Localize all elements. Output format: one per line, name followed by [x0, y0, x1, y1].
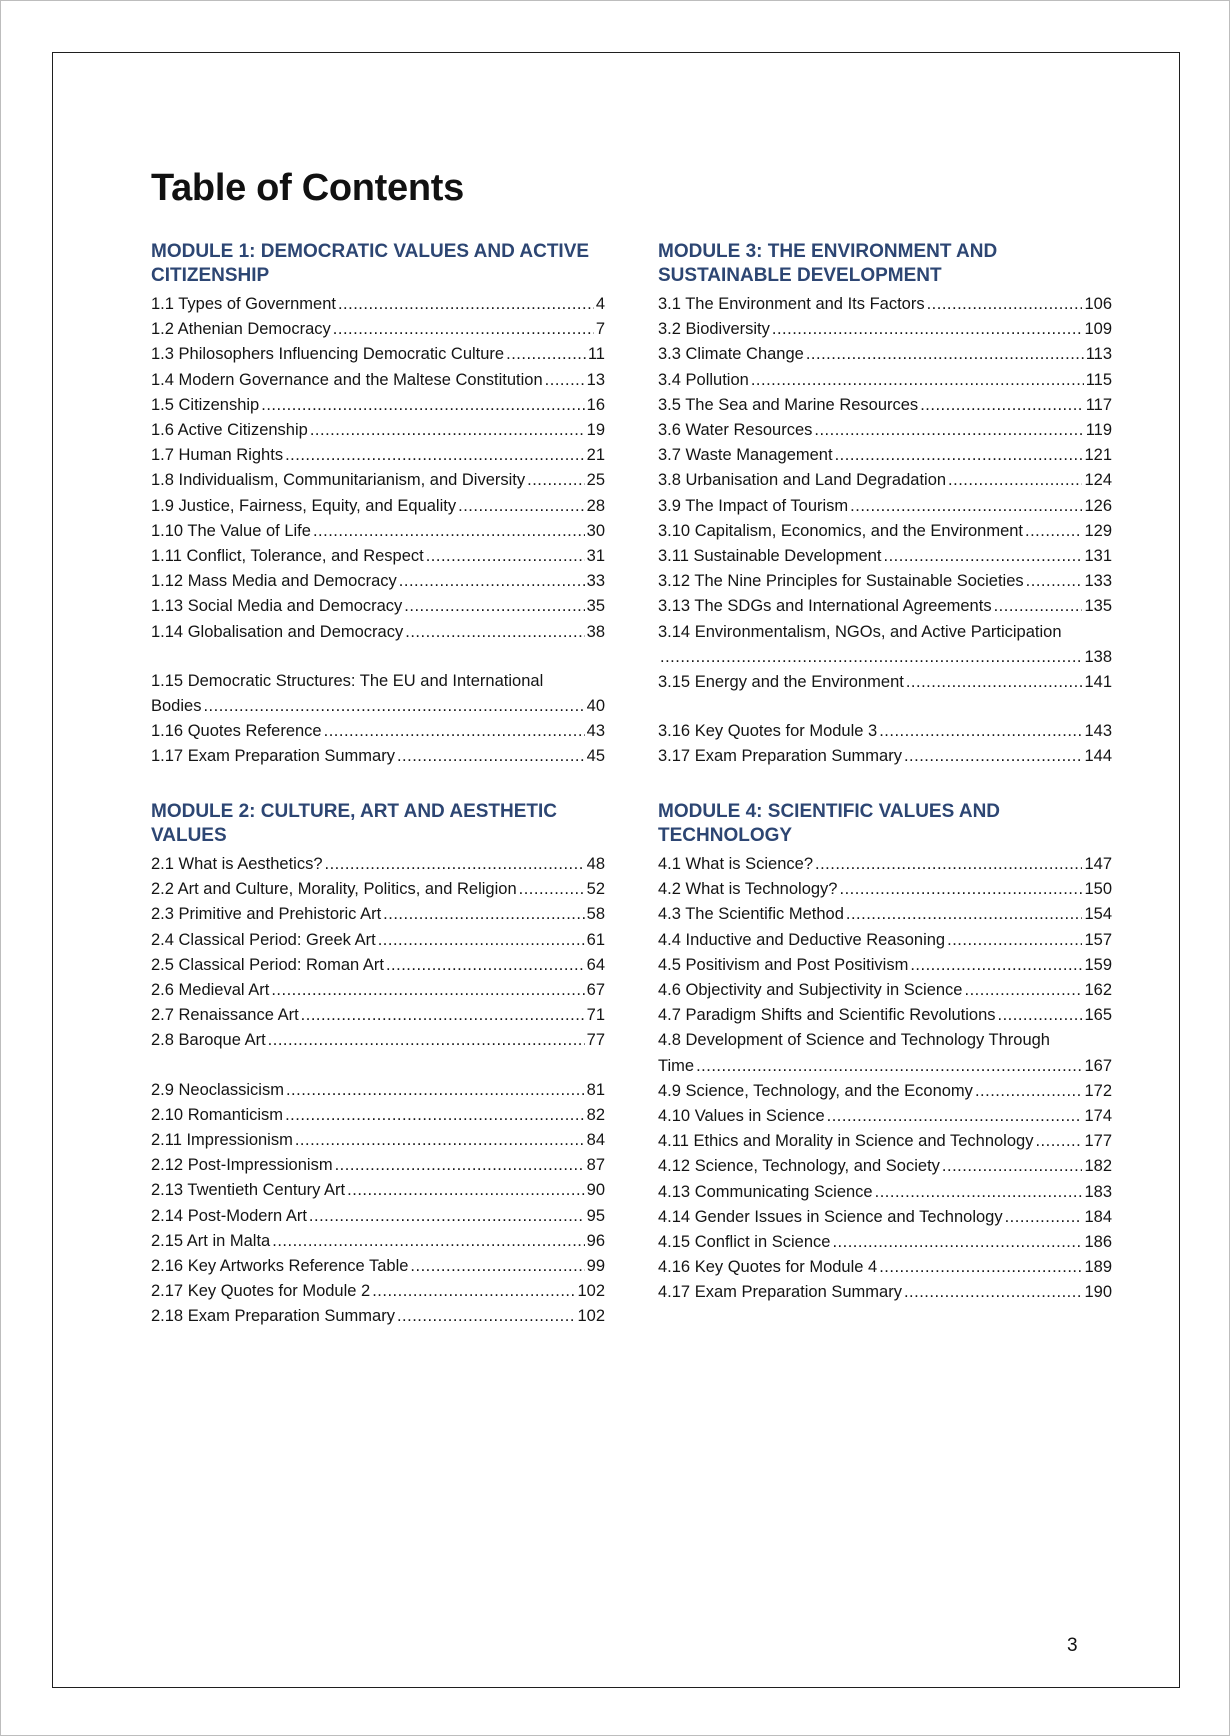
dot-leader — [1026, 569, 1083, 594]
entry-page: 124 — [1084, 471, 1112, 490]
module-1-section — [151, 240, 605, 770]
dot-leader — [545, 368, 585, 393]
entry-page: 84 — [586, 1131, 605, 1150]
entry-page: 186 — [1084, 1233, 1112, 1252]
toc-entry[interactable] — [151, 719, 605, 744]
dot-leader — [846, 902, 1083, 927]
entry-page: 117 — [1085, 395, 1112, 414]
toc-entry[interactable] — [658, 719, 1112, 744]
entry-page: 113 — [1085, 345, 1112, 364]
entry-page: 183 — [1084, 1182, 1112, 1201]
entry-title: 4.6 Objectivity and Subjectivity in Science — [658, 981, 963, 1000]
dot-leader — [268, 1028, 585, 1053]
entry-title: 3.2 Biodiversity — [658, 320, 770, 339]
entry-title: 2.17 Key Quotes for Module 2 — [151, 1282, 371, 1301]
toc-entry[interactable] — [151, 569, 605, 594]
entry-title: 4.5 Positivism and Post Positivism — [658, 955, 909, 974]
dot-leader — [405, 620, 584, 645]
entry-page: 77 — [586, 1031, 605, 1050]
entry-page: 82 — [586, 1105, 605, 1124]
dot-leader — [426, 544, 585, 569]
entry-title: 4.15 Conflict in Science — [658, 1233, 831, 1252]
entry-title: 2.15 Art in Malta — [151, 1231, 271, 1250]
entry-page: 7 — [595, 320, 605, 339]
entry-title: 3.7 Waste Management — [658, 446, 833, 465]
toc-entry[interactable] — [151, 928, 605, 953]
dot-leader — [884, 544, 1083, 569]
toc-entry[interactable] — [151, 1128, 605, 1153]
dot-leader — [324, 719, 585, 744]
dot-leader — [399, 569, 585, 594]
entry-title: 1.16 Quotes Reference — [151, 722, 322, 741]
toc-entry[interactable] — [151, 1028, 605, 1053]
dot-leader — [309, 1204, 585, 1229]
toc-entry[interactable] — [658, 902, 1112, 927]
entry-title: 4.8 Development of Science and Technology Through — [658, 1031, 1050, 1050]
entry-title: 2.2 Art and Culture, Morality, Politics, and Religion — [151, 880, 517, 899]
toc-entry[interactable] — [658, 978, 1112, 1003]
entry-continuation — [658, 1054, 1112, 1079]
toc-entry[interactable] — [151, 852, 605, 877]
dot-leader — [325, 852, 585, 877]
entry-title: 2.8 Baroque Art — [151, 1031, 266, 1050]
toc-entry[interactable] — [151, 317, 605, 342]
entry-page: 81 — [586, 1080, 605, 1099]
entry-page: 165 — [1084, 1006, 1112, 1025]
module-2-title: MODULE 2: CULTURE, ART AND AESTHETIC VALUES — [151, 801, 558, 846]
entry-continuation — [151, 694, 605, 719]
entry-title: 1.3 Philosophers Influencing Democratic Culture — [151, 345, 505, 364]
toc-entry[interactable] — [658, 1180, 1112, 1205]
entry-page: 13 — [586, 370, 605, 389]
toc-entry[interactable] — [151, 902, 605, 927]
entry-page: 133 — [1084, 572, 1112, 591]
entry-page: 138 — [1084, 647, 1112, 666]
dot-leader — [295, 1128, 585, 1153]
entry-title: 3.4 Pollution — [658, 370, 749, 389]
dot-leader — [338, 292, 594, 317]
dot-leader — [975, 1079, 1083, 1104]
entry-page: 121 — [1084, 446, 1112, 465]
module-1-title: MODULE 1: DEMOCRATIC VALUES AND ACTIVE CITIZENSHIP — [151, 241, 590, 286]
entry-page: 154 — [1084, 905, 1112, 924]
entry-page: 40 — [586, 697, 605, 716]
entry-title: 2.11 Impressionism — [151, 1131, 293, 1150]
page-title: Table of Contents — [151, 167, 464, 209]
dot-leader — [458, 494, 585, 519]
dot-leader — [313, 519, 585, 544]
dot-leader — [927, 292, 1083, 317]
toc-entry[interactable] — [658, 1079, 1112, 1104]
entry-page: 129 — [1084, 521, 1112, 540]
dot-leader — [879, 719, 1082, 744]
entry-title: 1.7 Human Rights — [151, 446, 284, 465]
page-number: 3 — [1067, 1635, 1078, 1656]
entry-title: 3.12 The Nine Principles for Sustainable Societies — [658, 572, 1024, 591]
dot-leader — [410, 1254, 584, 1279]
dot-leader — [397, 1304, 576, 1329]
entry-title: 2.10 Romanticism — [151, 1105, 284, 1124]
dot-leader — [310, 418, 585, 443]
entry-title: 3.3 Climate Change — [658, 345, 804, 364]
entry-page: 167 — [1084, 1056, 1112, 1075]
entry-title: 4.12 Science, Technology, and Society — [658, 1157, 940, 1176]
entry-title: 3.17 Exam Preparation Summary — [658, 747, 902, 766]
dot-leader — [948, 468, 1082, 493]
entry-title: 4.9 Science, Technology, and the Economy — [658, 1081, 973, 1100]
toc-entry[interactable] — [151, 877, 605, 902]
entry-title: 2.3 Primitive and Prehistoric Art — [151, 905, 382, 924]
toc-entry[interactable] — [151, 544, 605, 569]
dot-leader — [333, 317, 594, 342]
entry-page: 35 — [586, 597, 605, 616]
entry-title: 1.10 The Value of Life — [151, 521, 311, 540]
toc-entry[interactable] — [151, 1153, 605, 1178]
entry-title: 3.13 The SDGs and International Agreements — [658, 597, 992, 616]
entry-title: 2.7 Renaissance Art — [151, 1006, 299, 1025]
entry-title-continued: Bodies — [151, 697, 202, 716]
dot-leader — [751, 368, 1084, 393]
entry-page: 25 — [586, 471, 605, 490]
dot-leader — [772, 317, 1083, 342]
entry-page: 157 — [1084, 930, 1112, 949]
entry-page: 99 — [586, 1257, 605, 1276]
dot-leader — [994, 594, 1083, 619]
dot-leader — [372, 1279, 575, 1304]
toc-entry[interactable] — [151, 393, 605, 418]
entry-page: 131 — [1084, 547, 1112, 566]
toc-entry[interactable] — [151, 744, 605, 769]
entry-page: 102 — [577, 1307, 605, 1326]
entry-page: 67 — [586, 981, 605, 1000]
dot-leader — [835, 443, 1083, 468]
module-4-section — [658, 800, 1112, 1306]
dot-leader — [335, 1153, 585, 1178]
module-4-title: MODULE 4: SCIENTIFIC VALUES AND TECHNOLOGY — [658, 801, 1001, 846]
module-3-entries — [658, 292, 1112, 770]
dot-leader — [272, 1229, 584, 1254]
toc-entry[interactable] — [658, 1028, 1112, 1078]
entry-title: 2.16 Key Artworks Reference Table — [151, 1257, 409, 1276]
entry-page: 58 — [586, 905, 605, 924]
entry-page: 38 — [586, 622, 605, 641]
toc-entry[interactable] — [658, 569, 1112, 594]
entry-title: 1.12 Mass Media and Democracy — [151, 572, 397, 591]
entry-page: 182 — [1084, 1157, 1112, 1176]
dot-leader — [920, 393, 1084, 418]
entry-title: 1.13 Social Media and Democracy — [151, 597, 403, 616]
entry-title: 1.15 Democratic Structures: The EU and International — [151, 671, 544, 690]
dot-leader — [910, 953, 1082, 978]
toc-entry[interactable] — [658, 1104, 1112, 1129]
entry-title: 3.11 Sustainable Development — [658, 547, 882, 566]
entry-page: 21 — [586, 446, 605, 465]
entry-title: 3.5 The Sea and Marine Resources — [658, 395, 919, 414]
toc-entry[interactable] — [658, 468, 1112, 493]
toc-entry[interactable] — [658, 953, 1112, 978]
dot-leader — [906, 670, 1083, 695]
entry-title: 3.14 Environmentalism, NGOs, and Active Participation — [658, 622, 1062, 641]
entry-page: 109 — [1084, 320, 1112, 339]
entry-page: 141 — [1084, 673, 1112, 692]
entry-page: 45 — [586, 747, 605, 766]
toc-entry[interactable] — [658, 1255, 1112, 1280]
dot-leader — [660, 645, 1082, 670]
dot-leader — [203, 694, 584, 719]
entry-page: 135 — [1084, 597, 1112, 616]
toc-entry[interactable] — [658, 1003, 1112, 1028]
entry-page: 33 — [586, 572, 605, 591]
entry-page: 71 — [586, 1006, 605, 1025]
dot-leader — [1035, 1129, 1082, 1154]
toc-entry[interactable] — [658, 292, 1112, 317]
entry-title: 1.1 Types of Government — [151, 295, 336, 313]
entry-page: 159 — [1084, 955, 1112, 974]
entry-page: 126 — [1084, 496, 1112, 515]
entry-page: 61 — [586, 930, 605, 949]
dot-leader — [1005, 1205, 1083, 1230]
entry-page: 87 — [586, 1156, 605, 1175]
toc-entry[interactable] — [658, 342, 1112, 367]
entry-title: 4.14 Gender Issues in Science and Technology — [658, 1207, 1003, 1226]
module-3-section — [658, 240, 1112, 770]
toc-entry[interactable] — [151, 1254, 605, 1279]
toc-entry[interactable] — [658, 1129, 1112, 1154]
dot-leader — [904, 744, 1083, 769]
entry-title: 4.7 Paradigm Shifts and Scientific Revolutions — [658, 1006, 996, 1025]
dot-leader — [1025, 519, 1082, 544]
dot-leader — [404, 594, 584, 619]
entry-title: 3.9 The Impact of Tourism — [658, 496, 849, 515]
entry-title: 3.8 Urbanisation and Land Degradation — [658, 471, 947, 490]
entry-page: 150 — [1084, 880, 1112, 899]
dot-leader — [286, 1078, 585, 1103]
entry-page: 4 — [595, 295, 605, 313]
toc-entry[interactable] — [658, 494, 1112, 519]
module-2-section — [151, 800, 605, 1330]
toc-entry[interactable] — [658, 1230, 1112, 1255]
entry-title: 2.1 What is Aesthetics? — [151, 855, 323, 873]
entry-title: 2.4 Classical Period: Greek Art — [151, 930, 376, 949]
entry-title: 2.18 Exam Preparation Summary — [151, 1307, 395, 1326]
entry-page: 52 — [586, 880, 605, 899]
dot-leader — [965, 978, 1083, 1003]
entry-title: 1.6 Active Citizenship — [151, 421, 308, 440]
dot-leader — [506, 342, 586, 367]
toc-entry[interactable] — [658, 317, 1112, 342]
toc-entry[interactable] — [151, 1279, 605, 1304]
entry-page: 162 — [1084, 981, 1112, 1000]
dot-leader — [397, 744, 585, 769]
dot-leader — [814, 418, 1083, 443]
entry-title: 4.11 Ethics and Morality in Science and Technology — [658, 1132, 1034, 1151]
dot-leader — [806, 342, 1084, 367]
dot-leader — [261, 393, 584, 418]
entry-title: 4.2 What is Technology? — [658, 880, 838, 899]
entry-title: 3.15 Energy and the Environment — [658, 673, 904, 692]
dot-leader — [850, 494, 1082, 519]
entry-page: 143 — [1084, 722, 1112, 741]
dot-leader — [347, 1178, 584, 1203]
entry-title: 4.4 Inductive and Deductive Reasoning — [658, 930, 946, 949]
entry-page: 30 — [586, 521, 605, 540]
entry-title: 1.2 Athenian Democracy — [151, 320, 331, 339]
toc-entry[interactable] — [151, 1304, 605, 1329]
toc-entry[interactable] — [658, 443, 1112, 468]
dot-leader — [696, 1054, 1082, 1079]
entry-page: 106 — [1084, 295, 1112, 313]
entry-title: 3.10 Capitalism, Economics, and the Environment — [658, 521, 1024, 540]
toc-entry[interactable] — [151, 620, 605, 645]
dot-leader — [815, 852, 1082, 877]
dot-leader — [378, 928, 585, 953]
toc-entry[interactable] — [658, 418, 1112, 443]
dot-leader — [827, 1104, 1083, 1129]
entry-page: 31 — [586, 547, 605, 566]
dot-leader — [879, 1255, 1082, 1280]
toc-entry[interactable] — [658, 852, 1112, 877]
toc-entry[interactable] — [658, 928, 1112, 953]
entry-title: 1.14 Globalisation and Democracy — [151, 622, 404, 641]
entry-page: 190 — [1084, 1283, 1112, 1302]
entry-page: 11 — [587, 345, 605, 364]
dot-leader — [839, 877, 1082, 902]
toc-entry[interactable] — [151, 594, 605, 619]
entry-page: 147 — [1084, 855, 1112, 873]
entry-title: 3.1 The Environment and Its Factors — [658, 295, 925, 313]
entry-page: 28 — [586, 496, 605, 515]
toc-entry[interactable] — [658, 744, 1112, 769]
entry-page: 189 — [1084, 1258, 1112, 1277]
toc-entry[interactable] — [658, 544, 1112, 569]
dot-leader — [942, 1154, 1083, 1179]
entry-page: 184 — [1084, 1207, 1112, 1226]
toc-entry[interactable] — [658, 1154, 1112, 1179]
entry-page: 96 — [586, 1231, 605, 1250]
entry-page: 90 — [586, 1181, 605, 1200]
dot-leader — [527, 468, 585, 493]
entry-page: 172 — [1084, 1081, 1112, 1100]
toc-entry[interactable] — [151, 368, 605, 393]
toc-entry[interactable] — [151, 669, 605, 719]
toc-entry[interactable] — [151, 494, 605, 519]
entry-page: 19 — [586, 421, 605, 440]
entry-title: 2.9 Neoclassicism — [151, 1080, 284, 1099]
entry-title: 1.8 Individualism, Communitarianism, and Diversity — [151, 471, 526, 490]
dot-leader — [271, 978, 584, 1003]
entry-title: 1.5 Citizenship — [151, 395, 260, 414]
entry-title: 1.9 Justice, Fairness, Equity, and Equality — [151, 496, 457, 515]
dot-leader — [904, 1280, 1083, 1305]
toc-entry[interactable] — [151, 418, 605, 443]
entry-title: 1.17 Exam Preparation Summary — [151, 747, 395, 766]
entry-title: 2.6 Medieval Art — [151, 981, 270, 1000]
dot-leader — [947, 928, 1082, 953]
entry-continuation — [658, 645, 1112, 670]
dot-leader — [386, 953, 585, 978]
toc-entry[interactable] — [658, 670, 1112, 695]
toc-entry[interactable] — [151, 468, 605, 493]
entry-title: 4.3 The Scientific Method — [658, 905, 844, 924]
dot-leader — [998, 1003, 1083, 1028]
entry-title: 4.1 What is Science? — [658, 855, 813, 873]
entry-page: 115 — [1085, 370, 1112, 389]
dot-leader — [285, 1103, 585, 1128]
entry-page: 177 — [1084, 1132, 1112, 1151]
toc-entry[interactable] — [151, 1204, 605, 1229]
entry-page: 144 — [1084, 747, 1112, 766]
entry-title: 1.11 Conflict, Tolerance, and Respect — [151, 547, 424, 566]
toc-entry[interactable] — [151, 443, 605, 468]
entry-title: 4.10 Values in Science — [658, 1107, 825, 1126]
toc-entry[interactable] — [151, 978, 605, 1003]
toc-entry[interactable] — [658, 594, 1112, 619]
dot-leader — [383, 902, 584, 927]
entry-title: 3.16 Key Quotes for Module 3 — [658, 722, 878, 741]
toc-entry[interactable] — [151, 519, 605, 544]
entry-title: 2.12 Post-Impressionism — [151, 1156, 333, 1175]
toc-entry[interactable] — [658, 1205, 1112, 1230]
entry-page: 174 — [1084, 1107, 1112, 1126]
entry-page: 119 — [1085, 421, 1112, 440]
entry-title-continued: Time — [658, 1056, 695, 1075]
toc-entry[interactable] — [658, 393, 1112, 418]
dot-leader — [832, 1230, 1082, 1255]
toc-entry[interactable] — [151, 1003, 605, 1028]
entry-title: 4.17 Exam Preparation Summary — [658, 1283, 902, 1302]
dot-leader — [285, 443, 585, 468]
toc-entry[interactable] — [151, 342, 605, 367]
toc-entry[interactable] — [658, 1280, 1112, 1305]
module-3-title: MODULE 3: THE ENVIRONMENT AND SUSTAINABLE DEVELOPMENT — [658, 241, 998, 286]
toc-entry[interactable] — [151, 292, 605, 317]
entry-title: 3.6 Water Resources — [658, 421, 813, 440]
entry-page: 95 — [586, 1206, 605, 1225]
toc-entry[interactable] — [658, 368, 1112, 393]
entry-page: 16 — [586, 395, 605, 414]
toc-entry[interactable] — [151, 1103, 605, 1128]
toc-entry[interactable] — [658, 620, 1112, 670]
toc-entry[interactable] — [658, 877, 1112, 902]
entry-page: 43 — [586, 722, 605, 741]
dot-leader — [875, 1180, 1083, 1205]
toc-entry[interactable] — [658, 519, 1112, 544]
entry-title: 1.4 Modern Governance and the Maltese Constitution — [151, 370, 543, 389]
toc-entry[interactable] — [151, 1229, 605, 1254]
toc-entry[interactable] — [151, 1178, 605, 1203]
dot-leader — [301, 1003, 585, 1028]
module-2-entries — [151, 852, 605, 1330]
entry-title: 4.13 Communicating Science — [658, 1182, 873, 1201]
entry-page: 102 — [577, 1282, 605, 1301]
toc-entry[interactable] — [151, 953, 605, 978]
entry-title: 2.14 Post-Modern Art — [151, 1206, 307, 1225]
module-4-entries — [658, 852, 1112, 1306]
toc-entry[interactable] — [151, 1078, 605, 1103]
dot-leader — [519, 877, 585, 902]
entry-page: 64 — [586, 955, 605, 974]
entry-page: 48 — [586, 855, 605, 873]
module-1-entries — [151, 292, 605, 770]
entry-title: 4.16 Key Quotes for Module 4 — [658, 1258, 878, 1277]
entry-title: 2.13 Twentieth Century Art — [151, 1181, 346, 1200]
entry-title: 2.5 Classical Period: Roman Art — [151, 955, 384, 974]
